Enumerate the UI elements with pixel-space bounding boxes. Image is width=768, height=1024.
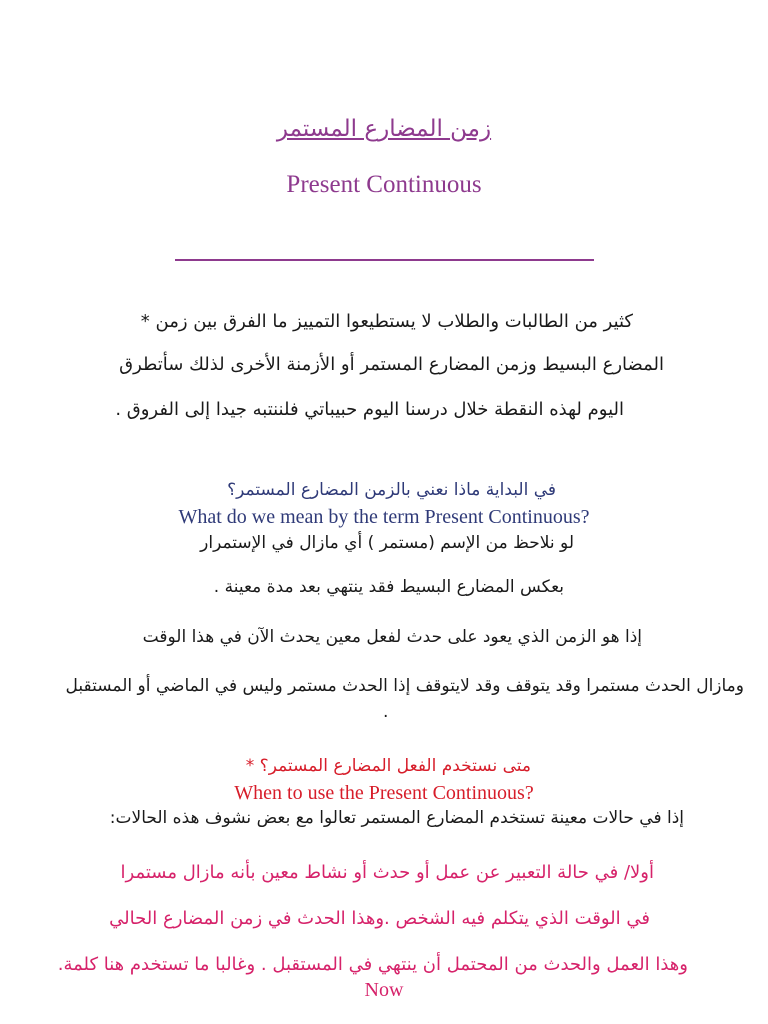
section1-line-2: بعكس المضارع البسيط فقد ينتهي بعد مدة معينة . bbox=[213, 577, 564, 597]
page-title-arabic: زمن المضارع المستمر bbox=[276, 116, 492, 142]
section1-heading-arabic: في البداية ماذا نعني بالزمن المضارع المستمر؟ bbox=[227, 480, 556, 500]
intro-line-1: كثير من الطالبات والطلاب لا يستطيعوا التمييز ما الفرق بين زمن * bbox=[140, 311, 633, 332]
case1-keyword: Now bbox=[364, 979, 404, 1001]
section2-heading-english: When to use the Present Continuous? bbox=[234, 782, 534, 804]
intro-line-3: اليوم لهذه النقطة خلال درسنا اليوم حبيباتي فلننتبه جيدا إلى الفروق . bbox=[115, 399, 624, 420]
case1-line-1: أولا/ في حالة التعبير عن عمل أو حدث أو نشاط معين بأنه مازال مستمرا bbox=[120, 862, 654, 883]
case1-line-3: وهذا العمل والحدث من المحتمل أن ينتهي في المستقبل . وغالبا ما تستخدم هنا كلمة. bbox=[57, 954, 688, 975]
section1-line-3: إذا هو الزمن الذي يعود على حدث لفعل معين يحدث الآن في هذا الوقت bbox=[142, 627, 642, 647]
title-divider bbox=[175, 259, 594, 261]
section1-line-4: ومازال الحدث مستمرا وقد يتوقف وقد لايتوقف إذا الحدث مستمر وليس في الماضي أو المستقبل bbox=[65, 676, 744, 696]
intro-line-2: المضارع البسيط وزمن المضارع المستمر أو الأزمنة الأخرى لذلك سأتطرق bbox=[119, 354, 664, 375]
page-title-english: Present Continuous bbox=[286, 171, 482, 198]
section2-intro: إذا في حالات معينة تستخدم المضارع المستمر تعالوا مع بعض نشوف هذه الحالات: bbox=[109, 808, 684, 828]
case1-line-2: في الوقت الذي يتكلم فيه الشخص .وهذا الحدث في زمن المضارع الحالي bbox=[109, 908, 650, 929]
section1-heading-english: What do we mean by the term Present Continuous? bbox=[178, 506, 590, 528]
section1-line-1: لو نلاحظ من الإسم (مستمر ) أي مازال في الإستمرار bbox=[200, 533, 574, 553]
section1-line-5: . bbox=[383, 702, 389, 722]
section2-heading-arabic: متى نستخدم الفعل المضارع المستمر؟ * bbox=[245, 756, 531, 776]
